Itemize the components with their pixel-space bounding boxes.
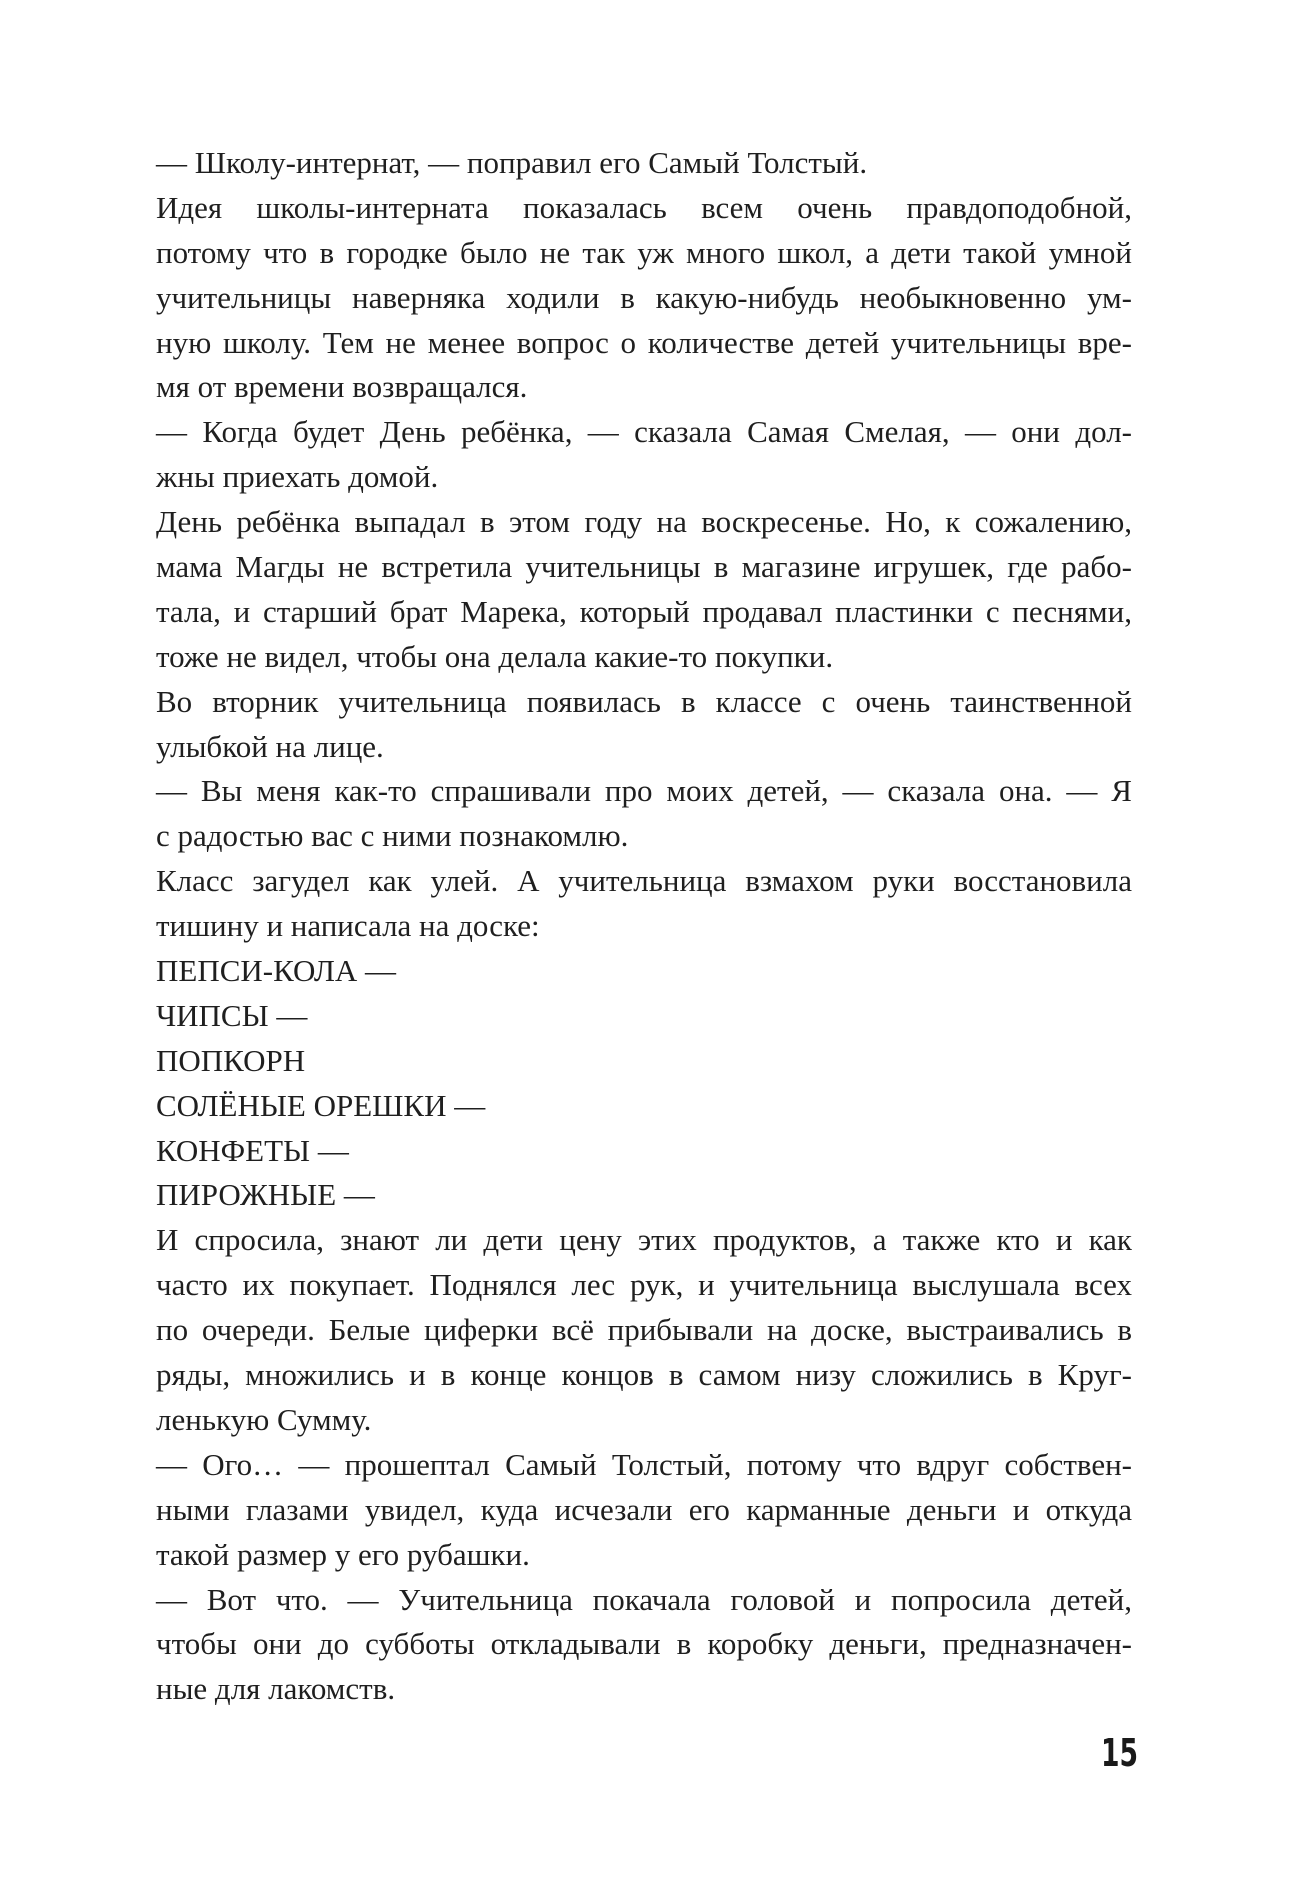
- text-line: — Когда будет День ребёнка, — сказала Самая Смелая, — они дол-: [156, 414, 1132, 450]
- text-line: потому что в городке было не так уж много школ, а дети такой умной: [156, 234, 1132, 270]
- list-item: КОНФЕТЫ —: [156, 1132, 349, 1168]
- text-line: тала, и старший брат Марека, который продавал пластинки с песнями,: [156, 593, 1132, 629]
- text-line: такой размер у его рубашки.: [156, 1536, 530, 1572]
- text-line: часто их покупает. Поднялся лес рук, и учительница выслушала всех: [156, 1267, 1132, 1303]
- list-item: ПИРОЖНЫЕ —: [156, 1177, 375, 1213]
- text-line: чтобы они до субботы откладывали в коробку деньги, предназначен-: [156, 1626, 1132, 1662]
- text-line: — Вы меня как-то спрашивали про моих детей, — сказала она. — Я: [156, 773, 1132, 809]
- text-line: по очереди. Белые циферки всё прибывали на доске, выстраивались в: [156, 1312, 1132, 1348]
- text-line: Класс загудел как улей. А учительница взмахом руки восстановила: [156, 863, 1132, 899]
- text-line: — Вот что. — Учительница покачала головой и попросила детей,: [156, 1581, 1132, 1617]
- list-item: ПОПКОРН: [156, 1042, 306, 1078]
- text-line: ряды, множились и в конце концов в самом низу сложились в Круг-: [156, 1357, 1132, 1393]
- text-line: ные для лакомств.: [156, 1671, 396, 1707]
- text-line: тишину и написала на доске:: [156, 908, 540, 944]
- text-line: — Школу-интернат, — поправил его Самый Толстый.: [156, 145, 868, 180]
- text-line: мама Магды не встретила учительницы в магазине игрушек, где рабо-: [156, 549, 1132, 585]
- body-text: [156, 141, 1132, 1712]
- text-line: ленькую Сумму.: [156, 1401, 372, 1437]
- text-line: Во вторник учительница появилась в классе с очень таинственной: [156, 683, 1132, 719]
- text-line: ную школу. Тем не менее вопрос о количестве детей учительницы вре-: [156, 324, 1132, 360]
- text-line: тоже не видел, чтобы она делала какие-то покупки.: [156, 638, 834, 674]
- list-item: ПЕПСИ-КОЛА —: [156, 953, 397, 989]
- text-line: ными глазами увидел, куда исчезали его карманные деньги и откуда: [156, 1491, 1132, 1527]
- text-line: Идея школы-интерната показалась всем очень правдоподобной,: [156, 189, 1132, 225]
- text-line: И спросила, знают ли дети цену этих продуктов, а также кто и как: [156, 1222, 1132, 1258]
- list-item: СОЛЁНЫЕ ОРЕШКИ —: [156, 1087, 486, 1123]
- text-line: мя от времени возвращался.: [156, 369, 528, 405]
- text-line: с радостью вас с ними познакомлю.: [156, 818, 629, 854]
- text-line: День ребёнка выпадал в этом году на воскресенье. Но, к сожалению,: [156, 504, 1132, 540]
- list-item: ЧИПСЫ —: [156, 997, 308, 1033]
- text-line: улыбкой на лице.: [156, 728, 384, 764]
- page-number: 15: [1101, 1731, 1139, 1775]
- text-line: — Ого… — прошептал Самый Толстый, потому что вдруг собствен-: [156, 1446, 1132, 1482]
- text-line: жны приехать домой.: [156, 459, 439, 495]
- text-line: учительницы наверняка ходили в какую-нибудь необыкновенно ум-: [156, 279, 1132, 315]
